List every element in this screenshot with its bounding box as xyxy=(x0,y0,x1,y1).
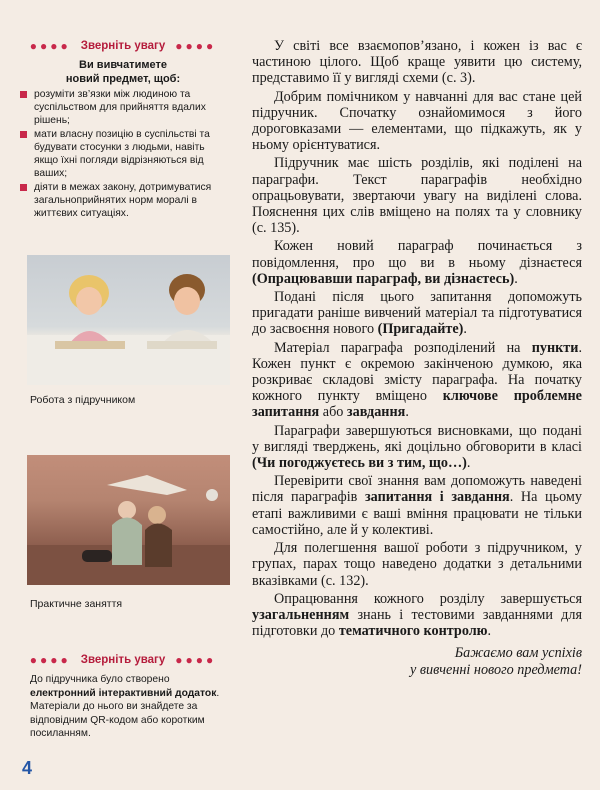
paragraph: Підручник має шість розділів, які поділені на параграфи. Текст параграфів необхідно опрацьовувати, звертаючи увагу на виділені слова. Пояснення цих слів вміщено на полях та у словнику (с. 135). xyxy=(252,155,582,237)
text-run: . Кожен пункт є окремою закінченою думкою, яка розкриває складові змісту параграфа. На початку кожного пункту вміщено xyxy=(252,339,582,405)
paragraph: У світі все взаємопов’язано, і кожен із вас є частиною цілого. Щоб краще уявити цю систему, представимо її у вигляді схеми (с. 3). xyxy=(252,38,582,87)
text-run: . xyxy=(405,404,409,421)
dots-decoration: ●●●● xyxy=(29,653,71,667)
bold-text-run: завдання xyxy=(346,404,406,421)
text-run: Подані після цього запитання допоможуть пригадати раніше вивчений матеріал та підготуватися до засвоєння нового xyxy=(252,289,582,338)
photo-practical-lesson xyxy=(27,455,230,585)
paragraph xyxy=(252,473,582,538)
bold-text-run: пункти xyxy=(531,339,579,356)
photo-illustration xyxy=(27,455,230,585)
paragraph xyxy=(252,289,582,338)
note-text: До підручника було створено xyxy=(30,674,170,685)
paragraph xyxy=(252,591,582,640)
paragraph xyxy=(252,340,582,421)
dots-decoration: ●●●● xyxy=(175,653,217,667)
digital-app-note xyxy=(30,673,230,741)
paragraph: Для полегшення вашої роботи з підручником, у групах, парах тощо наведено додатки з детальними вказівками (с. 132). xyxy=(252,540,582,589)
dots-decoration: ●●●● xyxy=(29,39,71,53)
bold-text-run: узагальненням xyxy=(252,606,350,623)
goal-item xyxy=(18,88,228,127)
text-run: Параграфи завершуються висновками, що подані у вигляді тверджень, які доцільно обговорити в класі xyxy=(252,422,582,455)
bold-text-run: ключове проблемне запитання xyxy=(252,388,582,421)
goal-text: мати власну позицію в суспільстві та будувати стосунки з людьми, навіть якщо їхні погляди відрізняються від ваших; xyxy=(34,129,210,179)
text-run: . xyxy=(466,455,471,472)
sidebar xyxy=(0,0,240,790)
closing-line: у вивченні нового предмета! xyxy=(410,662,582,679)
text-run: Опрацювання кожного розділу завершується xyxy=(274,590,582,607)
closing-wish xyxy=(252,645,582,679)
goal-text: діяти в межах закону, дотримуватися загальноприйнятих норм моралі в життєвих ситуаціях. xyxy=(34,182,212,219)
bullet-square-icon xyxy=(20,91,27,98)
bold-text-run: (Опрацювавши параграф, ви дізнаєтесь) xyxy=(252,270,515,287)
goal-text: розуміти зв’язки між людиною та суспільством для прийняття вдалих рішень; xyxy=(34,89,206,126)
bullet-square-icon xyxy=(20,131,27,138)
bold-text-run: (Пригадайте) xyxy=(377,321,464,338)
text-run: Кожен новий параграф починається з повідомлення, про що ви в ньому дізнаєтеся xyxy=(252,238,582,271)
text-run: . xyxy=(514,270,518,287)
attention-title: Зверніть увагу xyxy=(80,654,166,666)
goals-list xyxy=(18,88,228,221)
attention-header xyxy=(18,654,228,666)
text-run: Матеріал параграфа розподілений на xyxy=(274,339,532,356)
note-bold-text: електронний інтерактивний додаток xyxy=(30,687,217,699)
goals-intro: Ви вивчатимете новий предмет, щоб: xyxy=(65,59,181,85)
dots-decoration: ●●●● xyxy=(175,39,217,53)
bold-text-run: тематичного контролю xyxy=(338,623,488,640)
closing-line: Бажаємо вам успіхів xyxy=(454,645,582,662)
bullet-square-icon xyxy=(20,184,27,191)
paragraph xyxy=(252,238,582,287)
goal-item xyxy=(18,128,228,180)
text-run: . На цьому етапі важливими є ваші вміння працювати не тільки самостійно, але й у колективі. xyxy=(252,489,582,538)
attention-header xyxy=(18,40,228,52)
main-text xyxy=(252,38,582,679)
paragraph xyxy=(252,423,582,472)
text-run: . xyxy=(463,321,467,338)
note-text: . Матеріали до нього ви знайдете за відповідним QR-кодом або коротким посиланням. xyxy=(30,687,220,739)
photo-illustration xyxy=(27,255,230,385)
text-run: . xyxy=(487,623,492,640)
page-number: 4 xyxy=(22,758,33,778)
text-run: або xyxy=(319,404,347,421)
paragraph: Добрим помічником у навчанні для вас стане цей підручник. Спочатку ознайомимося з його дороговказами — елементами, що підкажуть, як у ньому орієнтуватися. xyxy=(252,88,582,154)
text-run: Перевірити свої знання вам допоможуть наведені після параграфів xyxy=(252,473,582,506)
photo-children-with-textbook xyxy=(27,255,230,385)
bold-text-run: (Чи погоджуєтесь ви з тим, що…) xyxy=(252,455,467,472)
photo-caption: Практичне заняття xyxy=(30,598,123,610)
bold-text-run: запитання і завдання xyxy=(364,489,510,506)
attention-title: Зверніть увагу xyxy=(80,40,166,52)
text-run: знань і тестовими завданнями для підготовки до xyxy=(252,606,582,640)
goal-item xyxy=(18,181,228,220)
photo-caption: Робота з підручником xyxy=(30,394,136,406)
